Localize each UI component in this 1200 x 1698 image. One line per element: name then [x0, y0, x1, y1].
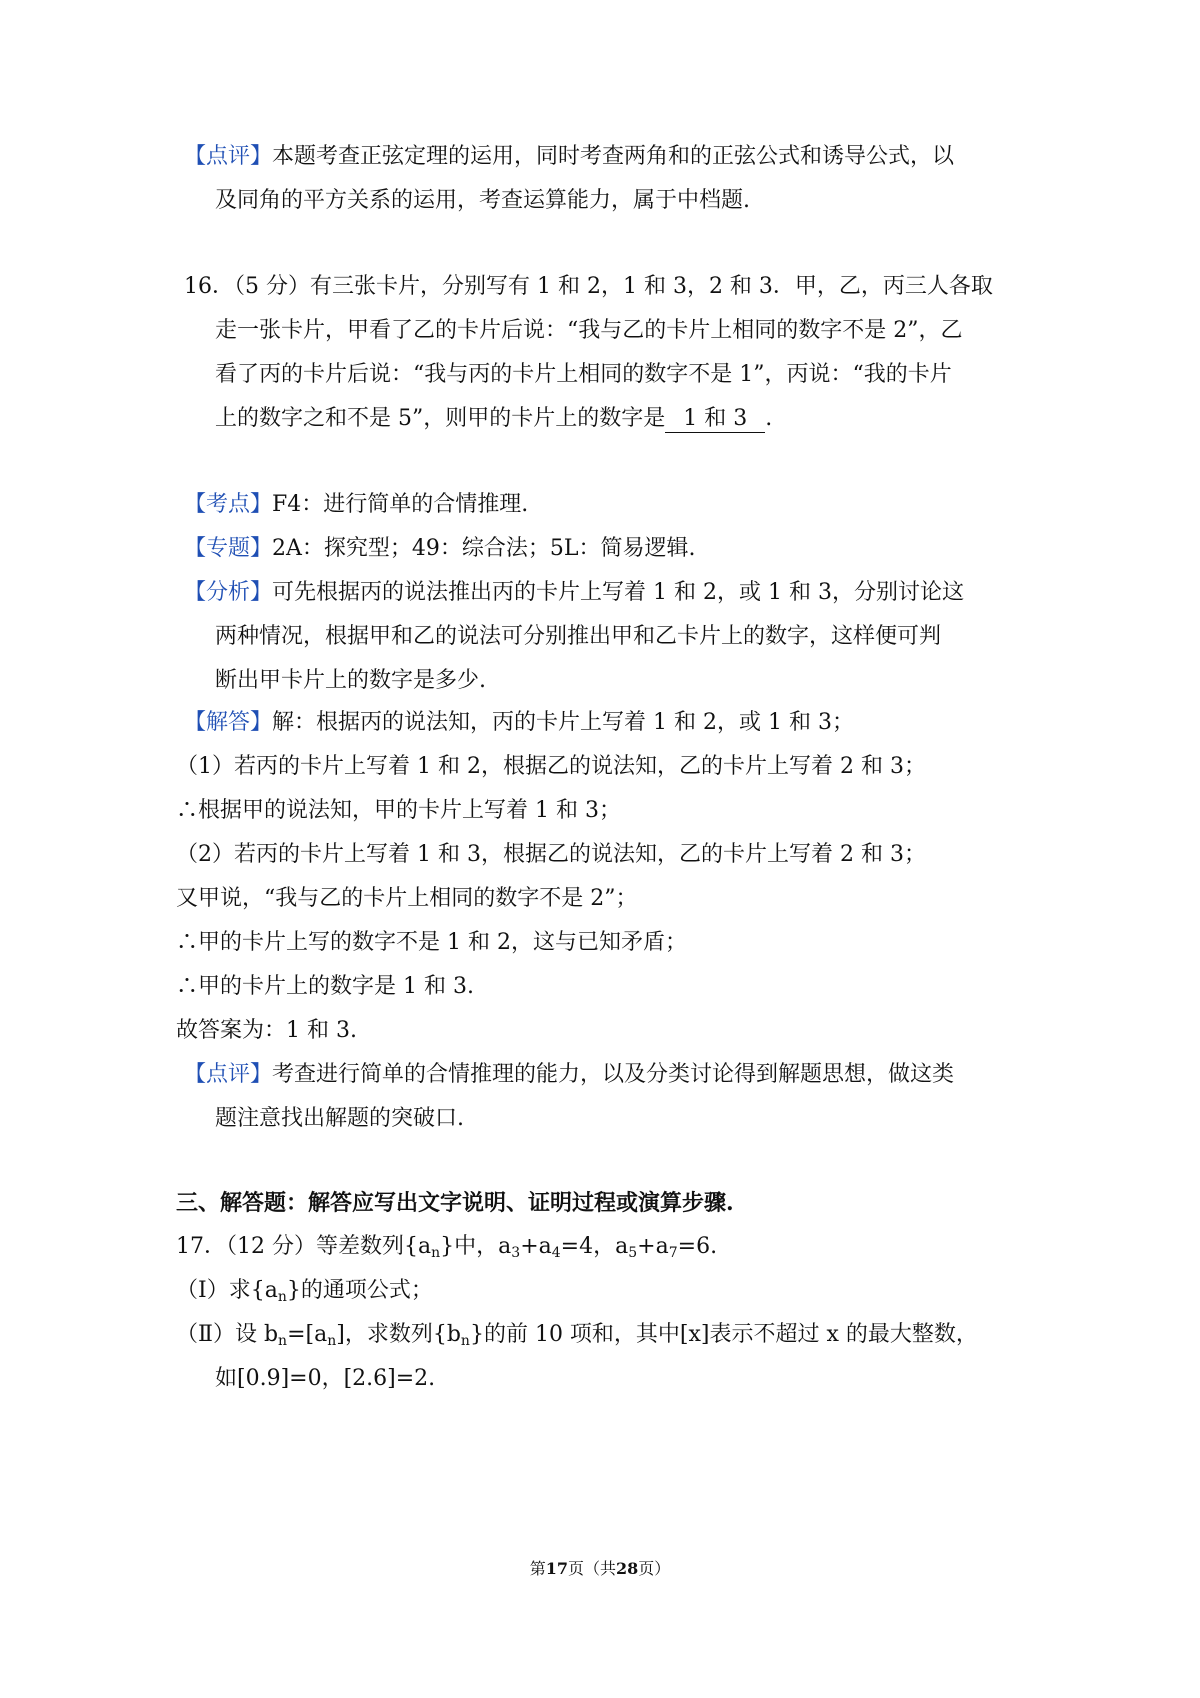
zhuanti-tag: 【专题】	[184, 536, 273, 561]
part2-eq: =[a	[287, 1322, 328, 1347]
footer-post: 页）	[638, 1559, 671, 1578]
part2-b: {b	[432, 1322, 461, 1347]
q17-plus-2: +a	[637, 1234, 669, 1259]
sub-n-2: n	[277, 1289, 287, 1305]
q17-number: 17．（12 分）等差数列	[176, 1234, 404, 1259]
section-3-heading: 三、解答题：解答应写出文字说明、证明过程或演算步骤.	[176, 1190, 734, 1216]
jieda-text: 解：根据丙的说法知，丙的卡片上写着 1 和 2，或 1 和 3；	[272, 710, 854, 735]
seq-open: {a	[403, 1234, 432, 1259]
sub-3: 3	[511, 1245, 521, 1261]
footer-pre: 第	[529, 1559, 546, 1578]
q16-dianping-line-2: 题注意找出解题的突破口.	[215, 1106, 464, 1131]
q16-zhuanti	[184, 534, 696, 564]
part1-pre: （Ⅰ）求	[176, 1278, 251, 1303]
part2-pre: （Ⅱ）设 b	[176, 1322, 279, 1347]
q16-kaodian	[184, 490, 528, 520]
q16-dianping-line-1	[184, 1060, 954, 1090]
q16-line-1: 16．（5 分）有三张卡片，分别写有 1 和 2，1 和 3，2 和 3．甲，乙，丙三人各取	[184, 274, 993, 299]
q16-jieda-line-4: （2）若丙的卡片上写着 1 和 3，根据乙的说法知，乙的卡片上写着 2 和 3；	[176, 842, 926, 867]
q17-line-1	[176, 1232, 717, 1262]
q16-jieda-line-1	[184, 708, 854, 738]
sub-7: 7	[668, 1245, 678, 1261]
q15-comment-line-2: 及同角的平方关系的运用，考查运算能力，属于中档题.	[215, 188, 750, 213]
q17-eq-2: =6.	[677, 1234, 718, 1259]
jieda-tag: 【解答】	[184, 710, 273, 735]
q16-line-2: 走一张卡片，甲看了乙的卡片后说：“我与乙的卡片上相同的数字不是 2”，乙	[215, 318, 963, 343]
part1-post: 的通项公式；	[300, 1278, 433, 1303]
q17-part-2-line-1	[176, 1320, 978, 1350]
q16-fenxi-line-2: 两种情况，根据甲和乙的说法可分别推出甲和乙卡片上的数字，这样便可判	[215, 624, 942, 649]
q16-fenxi-line-3: 断出甲卡片上的数字是多少.	[215, 668, 486, 693]
q16-line-4-end: .	[765, 406, 773, 431]
answer-blank: 1 和 3	[665, 406, 765, 433]
page-total: 28	[616, 1559, 639, 1578]
q15-comment-line-1	[184, 142, 954, 172]
dianping-tag: 【点评】	[184, 1062, 273, 1087]
fenxi-tag: 【分析】	[184, 580, 273, 605]
page-footer	[0, 1556, 1200, 1579]
q17-eq-1: =4，a	[560, 1234, 629, 1259]
q17-part-2-line-2: 如[0.9]=0，[2.6]=2.	[215, 1366, 436, 1391]
kaodian-text: F4：进行简单的合情推理.	[272, 492, 529, 517]
q16-jieda-line-7: ∴甲的卡片上的数字是 1 和 3.	[176, 974, 474, 999]
sub-n-4: n	[327, 1333, 337, 1349]
comment-tag: 【点评】	[184, 144, 273, 169]
seq-close-3: }	[469, 1322, 484, 1347]
dianping-text: 考查进行简单的合情推理的能力，以及分类讨论得到解题思想，做这类	[272, 1062, 955, 1087]
q17-plus-1: +a	[520, 1234, 552, 1259]
page-number: 17	[545, 1559, 568, 1578]
sub-n-3: n	[278, 1333, 288, 1349]
q16-jieda-line-5: 又甲说，“我与乙的卡片上相同的数字不是 2”；	[176, 886, 638, 911]
q15-comment-text: 本题考查正弦定理的运用，同时考查两角和的正弦公式和诱导公式，以	[272, 144, 955, 169]
q16-jieda-line-2: （1）若丙的卡片上写着 1 和 2，根据乙的说法知，乙的卡片上写着 2 和 3；	[176, 754, 926, 779]
q16-line-4	[215, 404, 772, 434]
q16-fenxi-line-1	[184, 578, 964, 608]
seq-open-2: {a	[250, 1278, 278, 1303]
sub-5: 5	[628, 1245, 638, 1261]
kaodian-tag: 【考点】	[184, 492, 273, 517]
zhuanti-text: 2A：探究型；49：综合法；5L：简易逻辑.	[272, 536, 696, 561]
q17-part-1	[176, 1276, 433, 1306]
q16-jieda-line-3: ∴根据甲的说法知，甲的卡片上写着 1 和 3；	[176, 798, 621, 823]
sub-4: 4	[551, 1245, 561, 1261]
q17-mid: 中，a	[454, 1234, 512, 1259]
seq-close-2: }	[286, 1278, 301, 1303]
part2-post: 的前 10 项和，其中[x]表示不超过 x 的最大整数，	[483, 1322, 978, 1347]
q16-jieda-line-6: ∴甲的卡片上写的数字不是 1 和 2，这与已知矛盾；	[176, 930, 687, 955]
q16-jieda-line-8: 故答案为：1 和 3.	[176, 1018, 357, 1043]
fenxi-text: 可先根据丙的说法推出丙的卡片上写着 1 和 2，或 1 和 3，分别讨论这	[272, 580, 964, 605]
sub-n-5: n	[460, 1333, 470, 1349]
part2-mid: ]，求数列	[336, 1322, 433, 1347]
seq-close: }	[440, 1234, 455, 1259]
q16-line-3: 看了丙的卡片后说：“我与丙的卡片上相同的数字不是 1”，丙说：“我的卡片	[215, 362, 952, 387]
sub-n: n	[431, 1245, 441, 1261]
footer-mid: 页（共	[567, 1559, 616, 1578]
q16-line-4-text: 上的数字之和不是 5”，则甲的卡片上的数字是	[215, 406, 666, 431]
